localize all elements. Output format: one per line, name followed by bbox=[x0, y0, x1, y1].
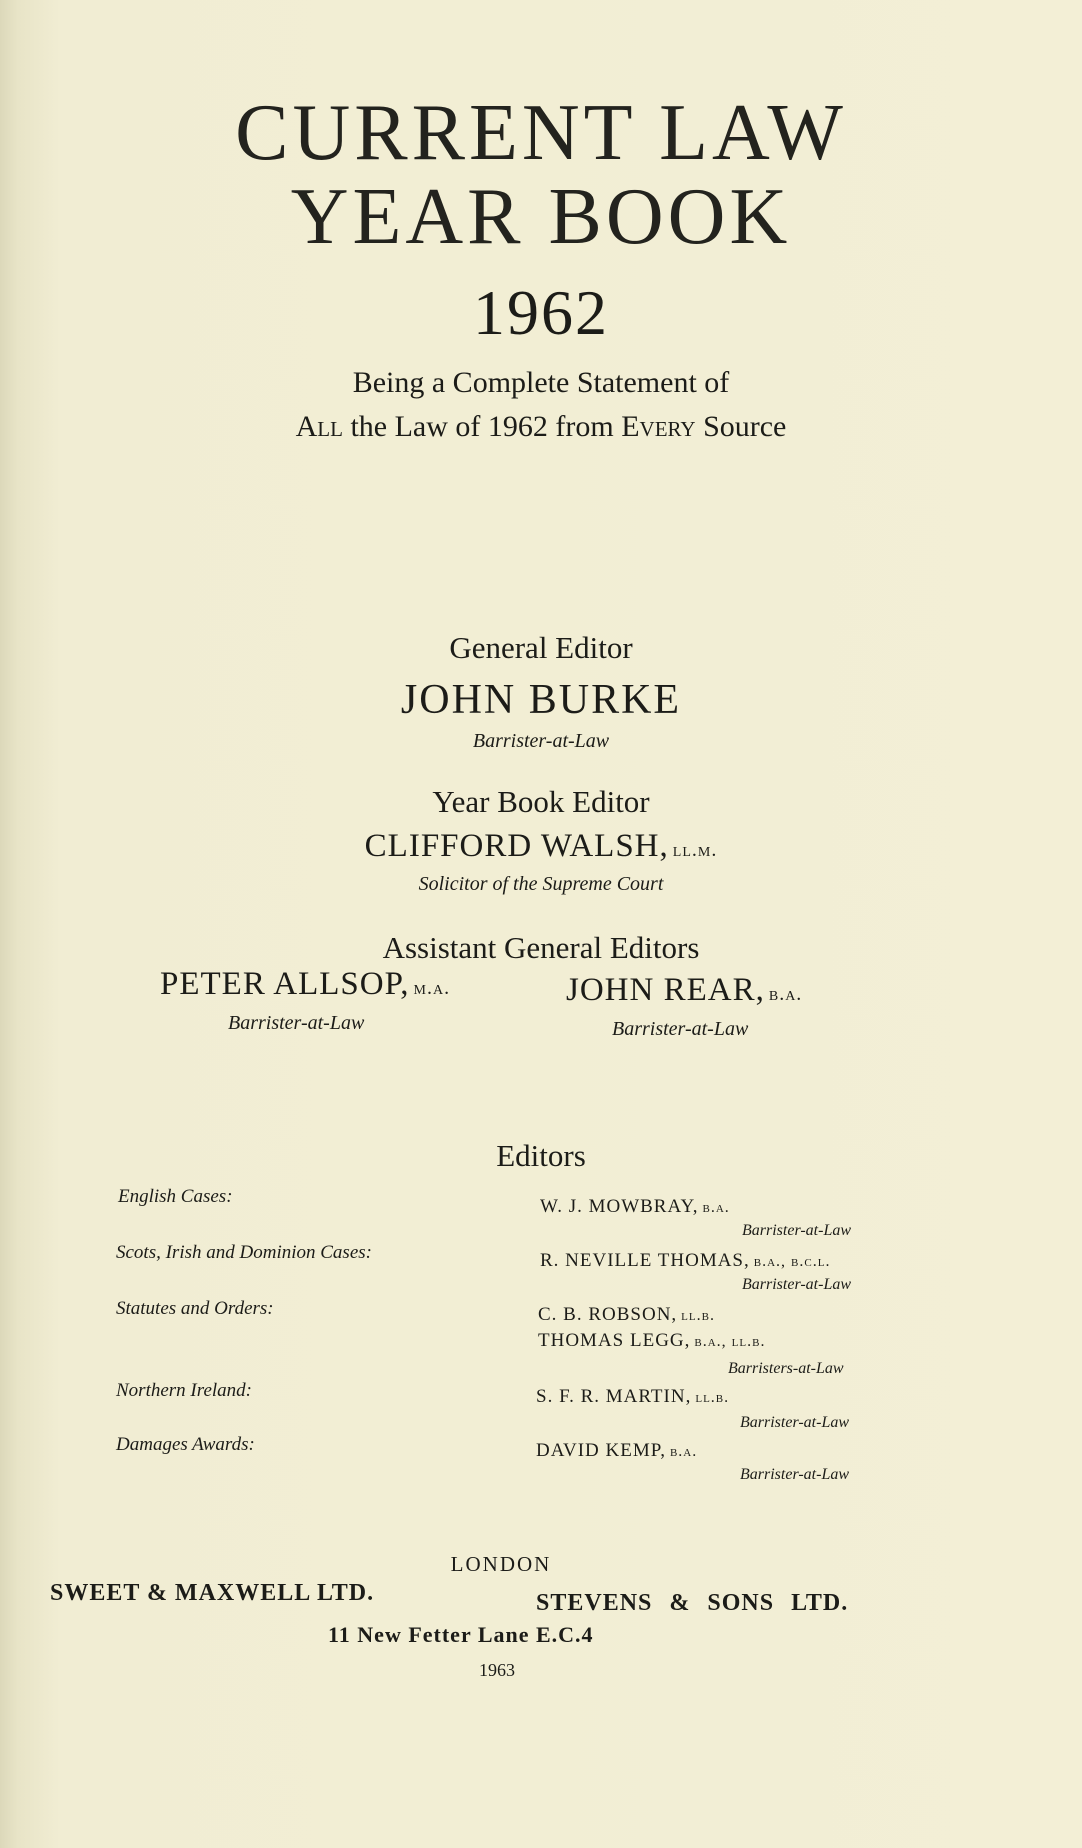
editor-label: Northern Ireland: bbox=[116, 1380, 252, 1401]
editor-label: Scots, Irish and Dominion Cases: bbox=[116, 1242, 372, 1263]
imprint-year: 1963 bbox=[479, 1660, 515, 1680]
editor-label: English Cases: bbox=[118, 1186, 233, 1207]
year-book-editor-role: Solicitor of the Supreme Court bbox=[418, 873, 664, 895]
editor-qual: b.a. bbox=[702, 1199, 730, 1216]
subtitle-line-1: Being a Complete Statement of bbox=[352, 366, 730, 399]
editor-name-line bbox=[536, 1440, 697, 1462]
assistant-editor-qual: b.a. bbox=[768, 983, 803, 1005]
subtitle-line-2 bbox=[0, 410, 1082, 444]
subtitle-every: Every bbox=[621, 410, 696, 443]
editor-label: Damages Awards: bbox=[116, 1434, 255, 1455]
general-editor-role: Barrister-at-Law bbox=[472, 730, 610, 752]
assistant-editor-role: Barrister-at-Law bbox=[612, 1018, 749, 1040]
assistant-editor-name: JOHN REAR, bbox=[566, 972, 765, 1008]
editor-qual: b.a., ll.b. bbox=[694, 1333, 766, 1350]
year-book-editor-name: CLIFFORD WALSH, bbox=[364, 828, 669, 864]
year-book-editor-qual: ll.m. bbox=[672, 839, 718, 861]
editor-name-line bbox=[540, 1196, 730, 1218]
editor-qual: ll.b. bbox=[695, 1389, 730, 1406]
editor-name: C. B. ROBSON, bbox=[538, 1304, 678, 1325]
assistant-editor-2 bbox=[566, 972, 802, 1009]
editor-label: Statutes and Orders: bbox=[116, 1298, 274, 1319]
title-line-1: CURRENT LAW bbox=[235, 89, 847, 177]
editors-heading: Editors bbox=[496, 1138, 586, 1173]
assistant-editor-1 bbox=[160, 966, 450, 1003]
editor-name: DAVID KEMP, bbox=[536, 1440, 666, 1461]
editor-name-line bbox=[536, 1386, 729, 1408]
title-line-2: YEAR BOOK bbox=[290, 173, 792, 261]
editor-name-line bbox=[538, 1304, 715, 1326]
assistant-editor-role: Barrister-at-Law bbox=[228, 1012, 365, 1034]
assistant-editor-qual: m.a. bbox=[413, 977, 451, 999]
editor-qual: b.a., b.c.l. bbox=[753, 1253, 831, 1270]
subtitle-all: All bbox=[295, 410, 343, 443]
assistant-editors-heading: Assistant General Editors bbox=[382, 930, 700, 965]
editor-role: Barrister-at-Law bbox=[742, 1222, 852, 1239]
subtitle-middle: the Law of 1962 from bbox=[350, 410, 614, 443]
title-year: 1962 bbox=[473, 277, 609, 348]
imprint-address: 11 New Fetter Lane E.C.4 bbox=[328, 1622, 594, 1647]
general-editor-name: JOHN BURKE bbox=[400, 677, 682, 723]
editor-name: W. J. MOWBRAY, bbox=[540, 1196, 699, 1217]
editor-role: Barristers-at-Law bbox=[728, 1360, 844, 1377]
editor-name-line bbox=[540, 1250, 830, 1272]
editor-role: Barrister-at-Law bbox=[742, 1276, 852, 1293]
publisher-right: STEVENS & SONS LTD. bbox=[536, 1590, 849, 1616]
subtitle-end: Source bbox=[703, 410, 787, 443]
year-book-editor-heading: Year Book Editor bbox=[432, 784, 650, 819]
editor-name: R. NEVILLE THOMAS, bbox=[540, 1250, 750, 1271]
editor-name: THOMAS LEGG, bbox=[538, 1330, 691, 1351]
editor-name: S. F. R. MARTIN, bbox=[536, 1386, 692, 1407]
imprint-place: LONDON bbox=[450, 1552, 552, 1576]
editor-role: Barrister-at-Law bbox=[740, 1414, 850, 1431]
assistant-editor-name: PETER ALLSOP, bbox=[160, 966, 410, 1002]
editor-name-line bbox=[538, 1330, 765, 1352]
publisher-left: SWEET & MAXWELL LTD. bbox=[50, 1580, 375, 1606]
year-book-editor-line bbox=[0, 828, 1082, 865]
general-editor-heading: General Editor bbox=[449, 630, 633, 665]
editor-qual: b.a. bbox=[669, 1443, 698, 1460]
editor-qual: ll.b. bbox=[681, 1307, 715, 1324]
editor-role: Barrister-at-Law bbox=[740, 1466, 850, 1483]
